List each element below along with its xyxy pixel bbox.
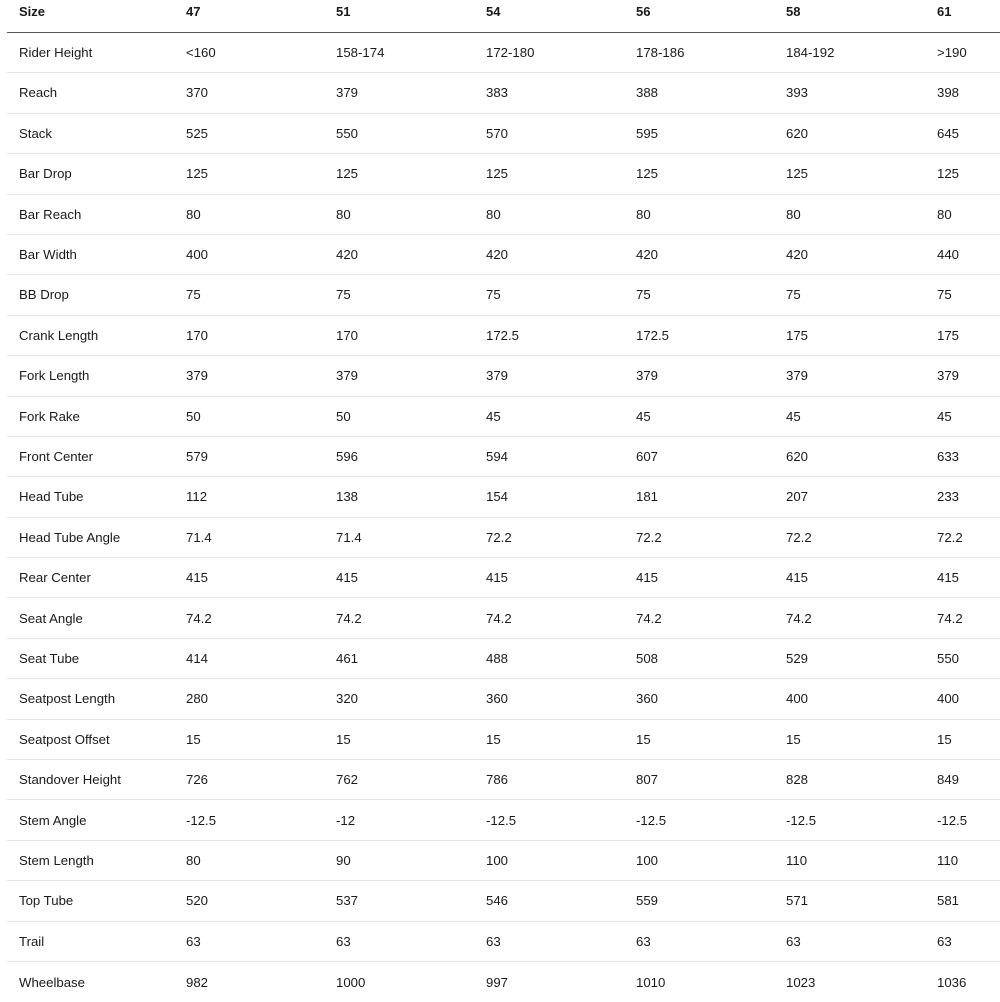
table-cell: 74.2 — [786, 610, 812, 626]
table-row — [7, 760, 1000, 800]
table-row — [7, 477, 1000, 517]
table-cell: 175 — [786, 327, 809, 343]
table-cell: 440 — [937, 247, 960, 263]
table-cell: 596 — [336, 449, 359, 464]
table-cell: 645 — [937, 125, 960, 141]
table-cell: -12.5 — [786, 812, 817, 828]
table-row — [7, 356, 1000, 396]
table-cell: 571 — [786, 893, 809, 909]
table-cell: 415 — [186, 570, 209, 586]
row-label: Fork Rake — [19, 408, 80, 424]
table-cell: 175 — [937, 327, 960, 343]
table-cell: 360 — [486, 691, 509, 707]
table-cell: 207 — [786, 489, 809, 505]
row-label: Rear Center — [19, 570, 91, 586]
table-cell: 594 — [486, 449, 509, 464]
row-label: Crank Length — [19, 327, 99, 343]
table-row — [7, 800, 1000, 840]
table-cell: 72.2 — [486, 529, 512, 545]
table-cell: 72.2 — [937, 529, 963, 545]
table-cell: 178-186 — [636, 45, 685, 61]
table-cell: 1036 — [937, 974, 967, 990]
table-row — [7, 275, 1000, 315]
table-cell: 172.5 — [636, 327, 670, 343]
table-cell: 80 — [937, 206, 952, 222]
table-cell: 595 — [636, 125, 659, 141]
table-cell: 414 — [186, 650, 209, 666]
table-cell: 110 — [786, 852, 808, 868]
table-cell: 172.5 — [486, 327, 520, 343]
row-label: Trail — [19, 933, 45, 949]
table-row — [7, 33, 1000, 73]
table-cell: 415 — [486, 570, 509, 586]
table-row — [7, 922, 1000, 962]
table-cell: 1023 — [786, 974, 816, 990]
table-cell: 63 — [937, 933, 952, 949]
table-cell: 620 — [786, 125, 809, 141]
table-cell: 125 — [937, 166, 960, 182]
table-cell: 579 — [186, 449, 209, 464]
table-cell: 420 — [486, 247, 509, 263]
table-cell: 138 — [336, 489, 359, 505]
table-cell: 849 — [937, 772, 960, 788]
table-cell: 570 — [486, 125, 509, 141]
table-cell: 80 — [486, 206, 501, 222]
table-cell: 537 — [336, 893, 359, 909]
table-cell: -12.5 — [937, 812, 968, 828]
table-cell: 75 — [786, 287, 801, 303]
table-row — [7, 195, 1000, 235]
table-cell: 415 — [937, 570, 960, 586]
table-cell: 71.4 — [186, 529, 212, 545]
table-cell: -12.5 — [186, 812, 217, 828]
table-row — [7, 679, 1000, 719]
row-label: Stem Length — [19, 852, 94, 868]
table-cell: 280 — [186, 691, 209, 707]
table-cell: 125 — [786, 166, 809, 182]
table-cell: 15 — [786, 731, 801, 747]
table-cell: 75 — [186, 287, 201, 303]
table-cell: 807 — [636, 772, 659, 788]
table-cell: 100 — [486, 852, 509, 868]
table-cell: 90 — [336, 852, 351, 868]
table-cell: 320 — [336, 691, 359, 707]
table-row — [7, 154, 1000, 194]
table-cell: 383 — [486, 85, 509, 101]
header-cell-61: 61 — [937, 4, 952, 19]
table-cell: 125 — [486, 166, 509, 182]
table-cell: 762 — [336, 772, 359, 788]
row-label: Standover Height — [19, 772, 121, 788]
table-cell: 828 — [786, 772, 809, 788]
table-cell: 15 — [636, 731, 651, 747]
row-label: Stem Angle — [19, 812, 87, 828]
table-cell: 45 — [636, 408, 651, 424]
table-cell: 581 — [937, 893, 960, 909]
table-cell: 379 — [937, 368, 960, 384]
table-cell: 559 — [636, 893, 659, 909]
table-cell: 80 — [636, 206, 651, 222]
table-row — [7, 598, 1000, 638]
table-cell: 172-180 — [486, 45, 535, 61]
table-cell: 420 — [636, 247, 659, 263]
header-cell-47: 47 — [186, 4, 201, 19]
header-cell-51: 51 — [336, 4, 351, 19]
table-cell: 520 — [186, 893, 209, 909]
table-cell: -12 — [336, 812, 356, 828]
table-cell: 63 — [186, 933, 201, 949]
table-cell: 170 — [186, 327, 209, 343]
table-row — [7, 114, 1000, 154]
table-cell: 80 — [336, 206, 351, 222]
table-cell: 125 — [336, 166, 359, 182]
table-cell: 620 — [786, 449, 809, 464]
table-cell: 50 — [336, 408, 351, 424]
table-cell: 75 — [486, 287, 501, 303]
table-cell: 71.4 — [336, 529, 362, 545]
table-cell: 15 — [937, 731, 952, 747]
table-cell: 74.2 — [186, 610, 212, 626]
table-row — [7, 962, 1000, 1002]
table-body — [7, 33, 1000, 1002]
table-cell: 633 — [937, 449, 960, 464]
table-cell: 607 — [636, 449, 659, 464]
table-cell: 550 — [336, 125, 359, 141]
table-cell: 15 — [486, 731, 501, 747]
row-label: Bar Reach — [19, 206, 82, 222]
table-cell: 63 — [486, 933, 501, 949]
table-cell: 45 — [786, 408, 801, 424]
table-row — [7, 235, 1000, 275]
table-cell: 110 — [937, 852, 959, 868]
table-cell: 74.2 — [937, 610, 963, 626]
table-cell: 415 — [786, 570, 809, 586]
table-cell: 379 — [786, 368, 809, 384]
row-label: BB Drop — [19, 287, 69, 303]
row-label: Seatpost Offset — [19, 731, 110, 747]
table-row — [7, 316, 1000, 356]
table-cell: 45 — [486, 408, 501, 424]
table-cell: 529 — [786, 650, 809, 666]
table-cell: 488 — [486, 650, 509, 666]
table-cell: 379 — [486, 368, 509, 384]
table-cell: 786 — [486, 772, 509, 788]
table-row — [7, 720, 1000, 760]
table-cell: 45 — [937, 408, 952, 424]
row-label: Rider Height — [19, 45, 93, 61]
table-cell: 379 — [336, 85, 359, 101]
table-cell: 50 — [186, 408, 201, 424]
table-cell: 400 — [937, 691, 960, 707]
table-cell: 80 — [186, 206, 201, 222]
table-cell: 125 — [186, 166, 209, 182]
table-cell: 74.2 — [336, 610, 362, 626]
header-cell-58: 58 — [786, 4, 801, 19]
table-cell: 158-174 — [336, 45, 385, 61]
row-label: Fork Length — [19, 368, 90, 384]
table-cell: 415 — [636, 570, 659, 586]
table-cell: 184-192 — [786, 45, 835, 61]
table-cell: 393 — [786, 85, 809, 101]
table-cell: 415 — [336, 570, 359, 586]
row-label: Reach — [19, 85, 58, 101]
table-cell: 982 — [186, 974, 209, 990]
table-cell: 63 — [336, 933, 351, 949]
table-cell: 726 — [186, 772, 209, 788]
table-cell: 379 — [636, 368, 659, 384]
table-cell: 1010 — [636, 974, 666, 990]
row-label: Seat Angle — [19, 610, 83, 626]
table-row — [7, 518, 1000, 558]
table-cell: 420 — [786, 247, 809, 263]
table-cell: 233 — [937, 489, 960, 505]
table-cell: 125 — [636, 166, 659, 182]
row-label: Wheelbase — [19, 974, 85, 990]
header-cell-54: 54 — [486, 4, 501, 19]
header-cell-56: 56 — [636, 4, 651, 19]
row-label: Head Tube Angle — [19, 529, 121, 545]
table-cell: 400 — [186, 247, 209, 263]
table-cell: -12.5 — [486, 812, 517, 828]
table-row — [7, 73, 1000, 113]
table-cell: 75 — [937, 287, 952, 303]
table-cell: 550 — [937, 650, 960, 666]
table-cell: 525 — [186, 125, 209, 141]
table-cell: >190 — [937, 45, 967, 61]
table-cell: 170 — [336, 327, 359, 343]
table-cell: 74.2 — [486, 610, 512, 626]
row-label: Seat Tube — [19, 650, 80, 666]
table-cell: 63 — [786, 933, 801, 949]
table-cell: 461 — [336, 650, 359, 666]
table-cell: 80 — [186, 852, 201, 868]
table-row — [7, 558, 1000, 598]
table-cell: 420 — [336, 247, 359, 263]
header-cell-size: Size — [19, 4, 46, 19]
table-cell: 181 — [636, 489, 659, 505]
row-label: Head Tube — [19, 489, 84, 505]
row-label: Bar Width — [19, 247, 77, 263]
table-cell: 360 — [636, 691, 659, 707]
table-cell: 508 — [636, 650, 659, 666]
table-cell: 1000 — [336, 974, 366, 990]
table-cell: 80 — [786, 206, 801, 222]
table-cell: 75 — [336, 287, 351, 303]
table-cell: 997 — [486, 974, 509, 990]
row-label: Front Center — [19, 449, 94, 464]
table-cell: 63 — [636, 933, 651, 949]
geometry-table — [7, 0, 1000, 1002]
table-row — [7, 639, 1000, 679]
table-header-row — [7, 0, 1000, 33]
table-cell: <160 — [186, 45, 216, 61]
row-label: Top Tube — [19, 893, 74, 909]
row-label: Stack — [19, 125, 52, 141]
table-cell: 72.2 — [636, 529, 662, 545]
table-cell: 112 — [186, 489, 208, 505]
row-label: Seatpost Length — [19, 691, 116, 707]
table-cell: 75 — [636, 287, 651, 303]
table-row — [7, 437, 1000, 477]
table-cell: 100 — [636, 852, 659, 868]
table-cell: 370 — [186, 85, 209, 101]
row-label: Bar Drop — [19, 166, 72, 182]
table-cell: 379 — [336, 368, 359, 384]
table-cell: 154 — [486, 489, 509, 505]
table-cell: 400 — [786, 691, 809, 707]
table-row — [7, 397, 1000, 437]
table-cell: 15 — [186, 731, 201, 747]
table-row — [7, 841, 1000, 881]
table-cell: 398 — [937, 85, 960, 101]
table-cell: 379 — [186, 368, 209, 384]
table-cell: 15 — [336, 731, 351, 747]
table-cell: -12.5 — [636, 812, 667, 828]
table-cell: 72.2 — [786, 529, 812, 545]
table-cell: 74.2 — [636, 610, 662, 626]
table-cell: 388 — [636, 85, 659, 101]
table-cell: 546 — [486, 893, 509, 909]
table-row — [7, 881, 1000, 921]
